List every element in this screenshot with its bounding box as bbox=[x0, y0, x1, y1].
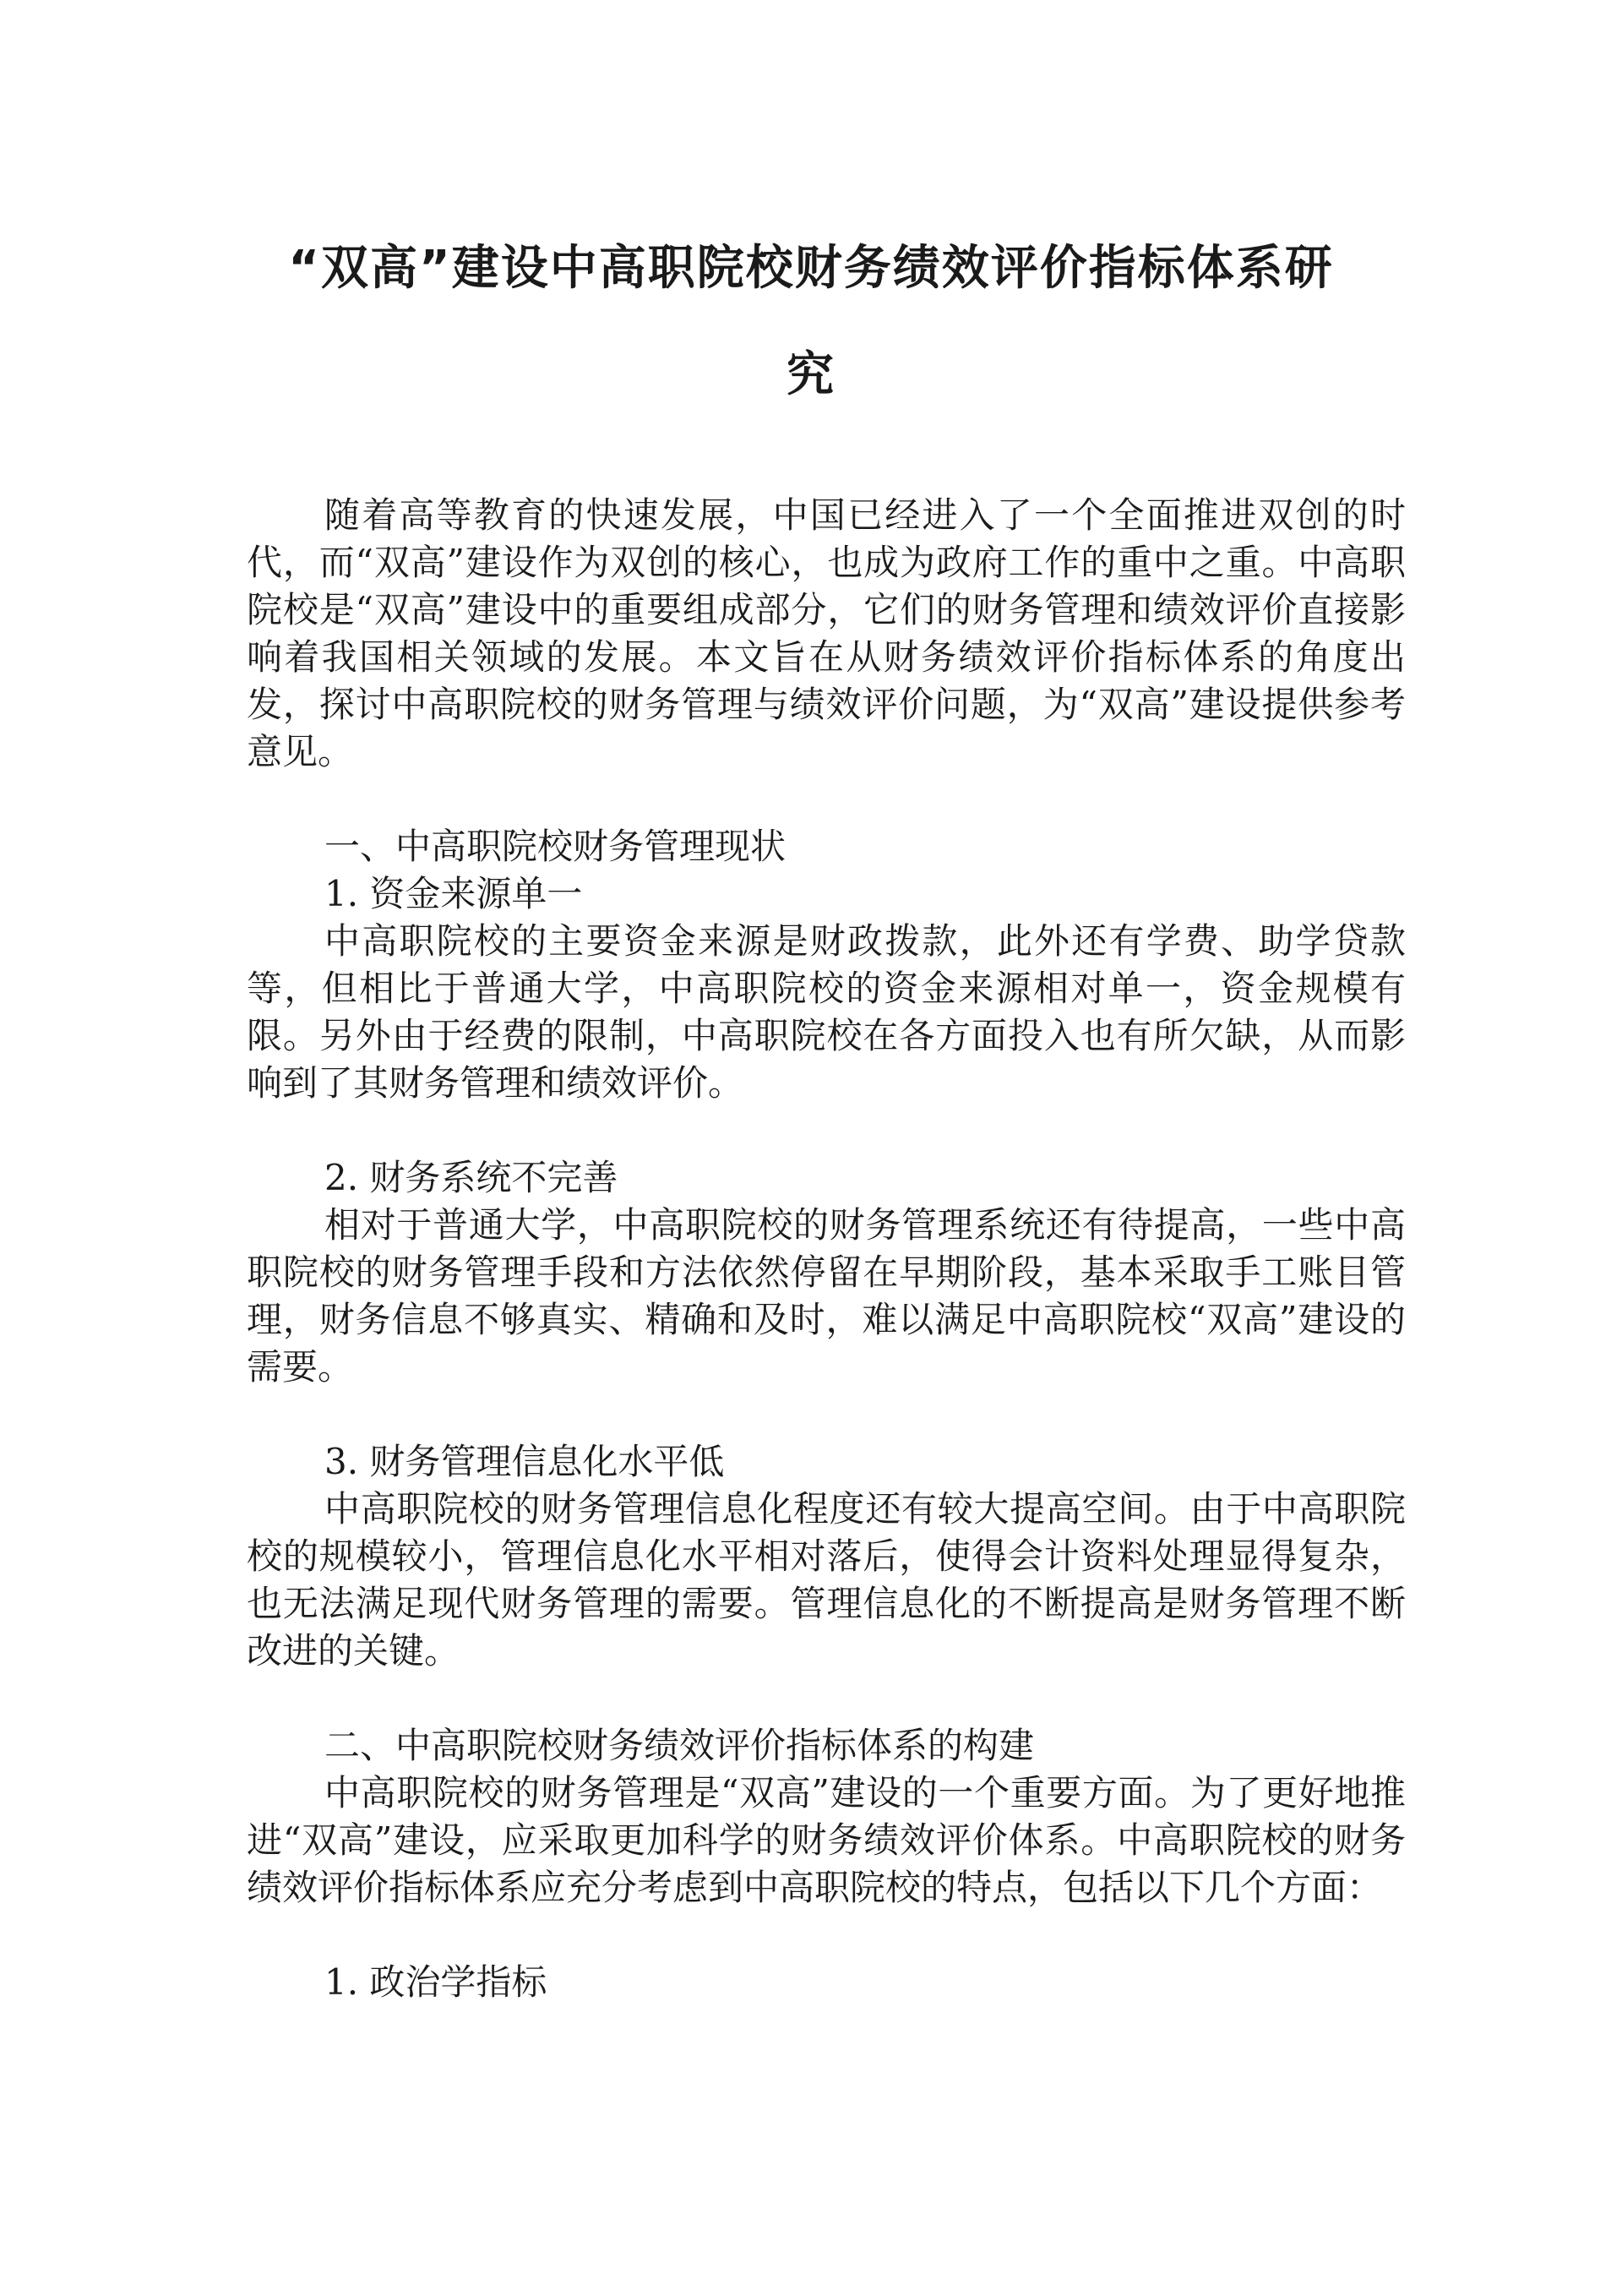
section-1-heading: 一、中高职院校财务管理现状 bbox=[324, 826, 787, 867]
section-2-item-1-heading: 1. 政治学指标 bbox=[324, 1961, 547, 2003]
section-2-heading: 二、中高职院校财务绩效评价指标体系的构建 bbox=[324, 1725, 1035, 1766]
section-1-item-1-heading: 1. 资金来源单一 bbox=[324, 873, 583, 914]
intro-paragraph: 随着高等教育的快速发展，中国已经进入了一个全面推进双创的时代，而“双高”建设作为双创的核心，也成为政府工作的重中之重。中高职院校是“双高”建设中的重要组成部分，它们的财务管理和绩效评价直接影响着我国相关领域的发展。本文旨在从财务绩效评价指标体系的角度出发，探讨中高职院校的财务管理与绩效评价问题，为“双高”建设提供参考意见。 bbox=[247, 494, 1406, 772]
section-1-item-3-heading: 3. 财务管理信息化水平低 bbox=[324, 1441, 725, 1482]
section-1-item-2-heading: 2. 财务系统不完善 bbox=[324, 1157, 618, 1198]
section-2-paragraph: 中高职院校的财务管理是“双高”建设的一个重要方面。为了更好地推进“双高”建设，应采取更加科学的财务绩效评价体系。中高职院校的财务绩效评价指标体系应充分考虑到中高职院校的特点，包括以下几个方面： bbox=[247, 1772, 1406, 1908]
document-title-line-1: “双高”建设中高职院校财务绩效评价指标体系研 bbox=[288, 241, 1334, 296]
section-1-item-2-paragraph: 相对于普通大学，中高职院校的财务管理系统还有待提高，一些中高职院校的财务管理手段和方法依然停留在早期阶段，基本采取手工账目管理，财务信息不够真实、精确和及时，难以满足中高职院校“双高”建设的需要。 bbox=[247, 1204, 1406, 1388]
section-1-item-1-paragraph: 中高职院校的主要资金来源是财政拨款，此外还有学费、助学贷款等，但相比于普通大学，中高职院校的资金来源相对单一，资金规模有限。另外由于经费的限制，中高职院校在各方面投入也有所欠缺，从而影响到了其财务管理和绩效评价。 bbox=[247, 920, 1406, 1104]
section-1-item-3-paragraph: 中高职院校的财务管理信息化程度还有较大提高空间。由于中高职院校的规模较小，管理信息化水平相对落后，使得会计资料处理显得复杂，也无法满足现代财务管理的需要。管理信息化的不断提高是财务管理不断改进的关键。 bbox=[247, 1488, 1406, 1672]
document-body bbox=[247, 492, 1406, 2006]
document-title-line-2: 究 bbox=[787, 347, 835, 402]
